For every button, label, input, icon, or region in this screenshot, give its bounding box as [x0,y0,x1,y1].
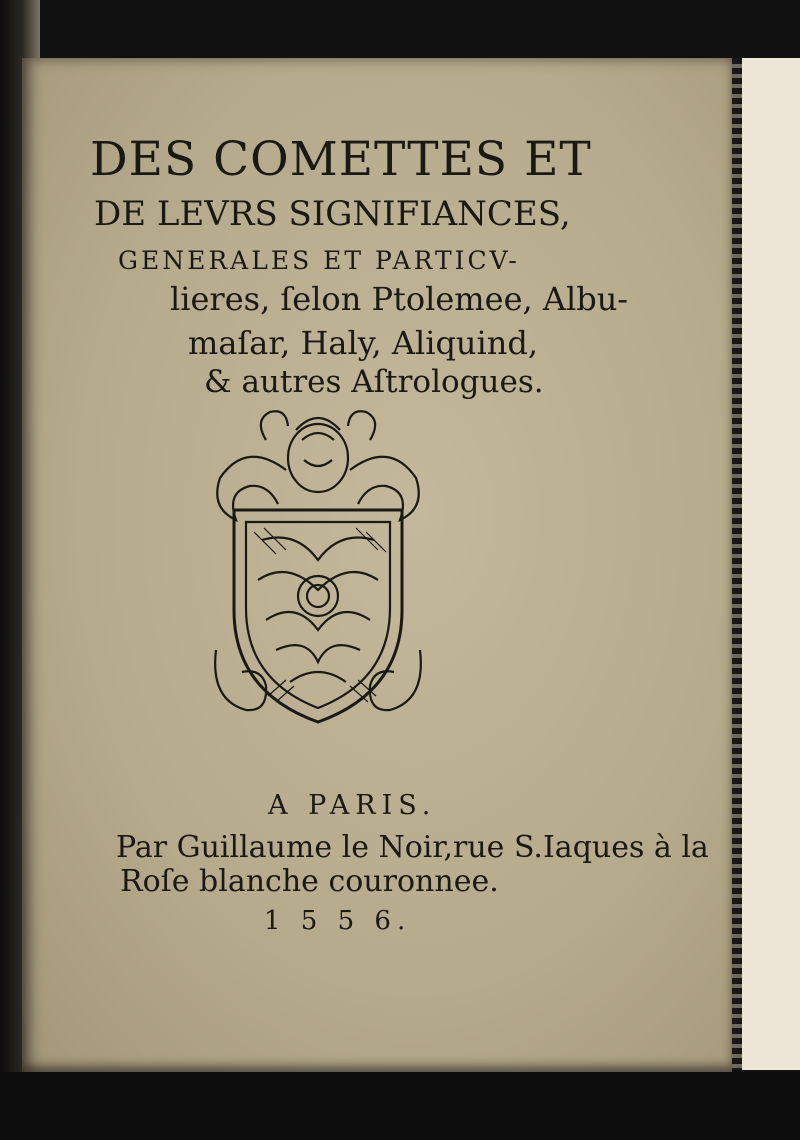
title-line-five: maſar, Haly, Aliquind, [188,324,539,362]
facing-page-edge [728,58,800,1070]
printer-line-two: Roſe blanche couronnee. [120,864,499,899]
book-bottom-edge [0,1072,800,1140]
subtitle-line: DE LEVRS SIGNIFIANCES, [94,194,571,234]
title-line: DES COMETTES ET [90,132,592,187]
printers-device-woodcut [206,400,430,734]
title-page [22,58,732,1072]
imprint-city: A PARIS. [268,790,437,821]
title-line-six: & autres Aſtrologues. [204,364,544,400]
printer-line-one: Par Guillaume le Noir,rue S.Iaques à la [116,830,709,865]
imprint-year: 1 5 5 6. [264,906,412,936]
title-line-four: lieres, ſelon Ptolemee, Albu- [170,280,629,318]
title-line-three: GENERALES ET PARTICV- [118,246,520,275]
